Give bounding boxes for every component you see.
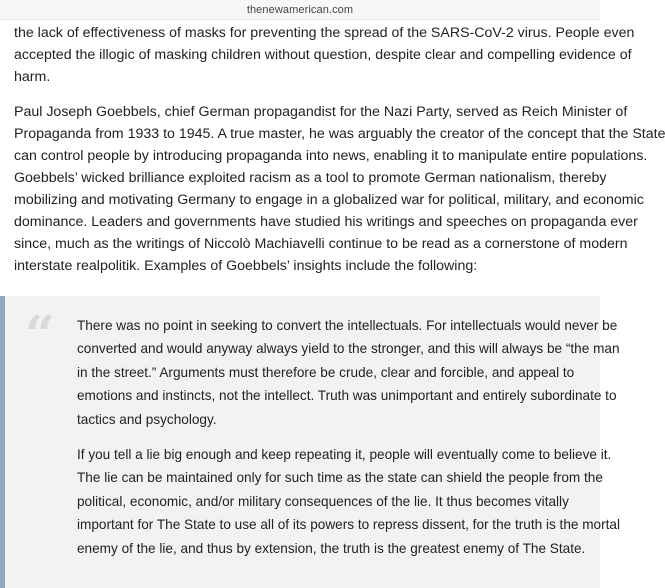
text-line: the lack of effectiveness of masks for preventing the spread of the SARS-CoV-2 virus. People even bbox=[14, 25, 635, 41]
text-line: dominance. Leaders and governments have studied his writings and speeches on propaganda ever bbox=[14, 214, 638, 230]
browser-url-bar[interactable] bbox=[0, 0, 600, 20]
text-line: Propaganda from 1933 to 1945. A true master, he was arguably the creator of the concept that the State bbox=[14, 126, 665, 142]
text-line: accepted the illogic of masking children without question, despite clear and compelling evidence of bbox=[14, 47, 632, 63]
text-line: converted and would anyway always yield to the stronger, and this will always be “the man bbox=[77, 341, 620, 357]
goebbels-quote-blockquote bbox=[0, 296, 620, 588]
text-line: harm. bbox=[14, 69, 51, 85]
text-line: Goebbels’ wicked brilliance exploited racism as a tool to promote German nationalism, thereby bbox=[14, 170, 607, 186]
text-line: important for The State to use all of its powers to repress dissent, for the truth is the mortal bbox=[77, 517, 620, 533]
text-line: tactics and psychology. bbox=[77, 411, 217, 427]
text-line: interstate realpolitik. Examples of Goebbels’ insights include the following: bbox=[14, 258, 478, 274]
text-line: political, economic, and/or military consequences of the lie. It thus becomes vitally bbox=[77, 493, 569, 509]
article-paragraph-1 bbox=[14, 22, 635, 88]
text-line: since, much as the writings of Niccolò Machiavelli continue to be read as a cornerstone of modern bbox=[14, 236, 628, 252]
text-line: If you tell a lie big enough and keep repeating it, people will eventually come to believe it. bbox=[77, 447, 612, 463]
text-line: in the street.” Arguments must therefore be crude, clear and forcible, and appeal to bbox=[77, 364, 575, 380]
text-line: Paul Joseph Goebbels, chief German propagandist for the Nazi Party, served as Reich Minister of bbox=[14, 104, 628, 120]
quote-body bbox=[77, 314, 620, 560]
text-line: enemy of the lie, and thus by extension, the truth is the greatest enemy of The State. bbox=[77, 540, 586, 556]
article-paragraph-2 bbox=[14, 101, 665, 277]
quote-paragraph-2 bbox=[77, 443, 620, 560]
quote-paragraph-1 bbox=[77, 314, 620, 431]
article-body bbox=[14, 22, 665, 277]
text-line: emotions and instincts, not the intellect. Truth was unimportant and entirely subordinate to bbox=[77, 388, 617, 404]
url-text[interactable]: thenewamerican.com bbox=[246, 4, 354, 16]
text-line: The lie can be maintained only for such time as the state can shield the people from the bbox=[77, 470, 603, 486]
text-line: mobilizing and motivating Germany to engage in a globalized war for political, military, and economic bbox=[14, 192, 644, 208]
text-line: There was no point in seeking to convert the intellectuals. For intellectuals would never be bbox=[77, 318, 618, 333]
text-line: can control people by introducing propaganda into news, enabling it to manipulate entire populations. bbox=[14, 148, 648, 164]
quote-icon: “ bbox=[25, 305, 55, 366]
